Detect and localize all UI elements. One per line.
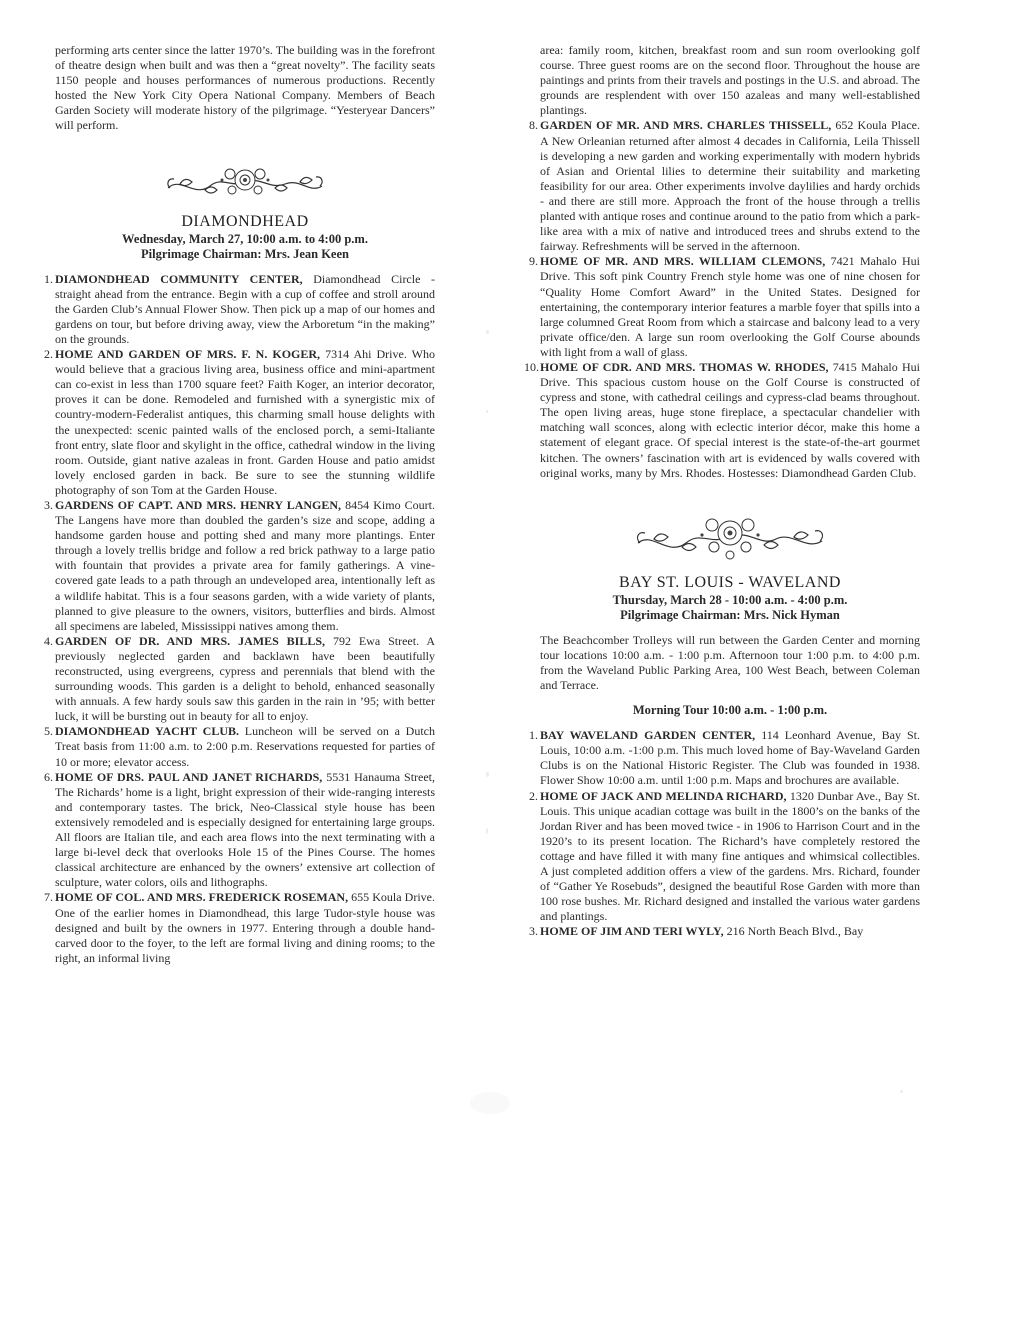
entry-description: 655 Koula Drive. One of the earlier homes in Diamondhead, this large Tudor-style house was designed and built by the owners in 1977. Entering through a double hand-carved door to the foyer, to the left are formal living and dining rooms; to the right, an informal living (55, 890, 435, 965)
morning-tour-list (529, 728, 921, 939)
trolley-paragraph: The Beachcomber Trolleys will run between the Garden Center and morning tour locations 10:00 a.m. - 1:00 p.m. Afternoon tour 1:00 p.m. to 4:00 p.m. from the Waveland Public Parking Area, 100 West Beach, between Coleman and Terrace. (540, 632, 920, 692)
list-item (524, 359, 920, 481)
entry-description: 652 Koula Place. A New Orleanian returned after almost 4 decades in California, Leila Thissell is developing a new garden and working experimentally with modern hybrids of Asian and Oriental lilies to determine their suitability and marketing feasibility for our area. Other experiments involve daylilies and hardy orchids - and there are still more. Approach the front of the house through a trellis planted with antique roses and continue around to the patio from which a park-like area with a mix of native and introduced trees and shrubs extend to the fairway. Refreshments will be served in the afternoon. (540, 118, 920, 254)
section-chairman: Pilgrimage Chairman: Mrs. Nick Hyman (620, 607, 840, 622)
left-column (44, 43, 436, 966)
entry-description: 114 Leonhard Avenue, Bay St. Louis, 10:00 a.m. -1:00 p.m. This much loved home of Bay-Waveland Garden Clubs is on the National Historic Register. The Club was founded in 1938. Flower Show 10:00 a.m. until 1:00 p.m. Maps and brochures are available. (540, 728, 921, 788)
diamondhead-entry-list (44, 271, 436, 966)
entry-name: HOME OF MR. AND MRS. WILLIAM CLEMONS, (540, 254, 826, 269)
intro-paragraph: performing arts center since the latter 1970’s. The building was in the forefront of theatre design when built and was then a “great novelty”. The facility seats 1150 people and houses performances of numerous productions. Recently hosted the New York City Opera National Company. Members of Beach Garden Society will moderate history of the pilgrimage. “Yesteryear Dancers” will perform. (55, 43, 435, 133)
entry-name: BAY WAVELAND GARDEN CENTER, (540, 728, 756, 743)
scan-speck (486, 330, 489, 334)
entry-name: GARDENS OF CAPT. AND MRS. HENRY LANGEN, (55, 497, 342, 512)
list-item (529, 728, 921, 788)
entry-number: 7. (44, 890, 53, 905)
entry-description: 7415 Mahalo Hui Drive. This spacious custom house on the Golf Course is constructed of cypress and stone, with cathedral ceilings and cypress-clad beams throughout. The open living areas, huge stone fireplace, a spectacular chandelier with matching wall sconces, along with eclectic interior décor, make this home a statement of elegant grace. Of special interest is the state-of-the-art gourmet kitchen. The owners’ fascination with art is evidenced by walls covered with original works, many by Mrs. Rhodes. Hostesses: Diamondhead Garden Club. (540, 359, 920, 480)
entry-name: HOME AND GARDEN OF MRS. F. N. KOGER, (55, 347, 321, 362)
entry-name: GARDEN OF DR. AND MRS. JAMES BILLS, (55, 633, 326, 648)
list-item (44, 633, 435, 725)
entry-number: 5. (44, 724, 53, 739)
entry-description: 216 North Beach Blvd., Bay (723, 924, 864, 939)
entry-name: HOME OF DRS. PAUL AND JANET RICHARDS, (55, 769, 323, 784)
entry-number: 1. (44, 271, 53, 286)
entry-name: HOME OF JACK AND MELINDA RICHARD, (540, 788, 787, 803)
entry-number: 2. (44, 347, 53, 362)
entry-description: 7421 Mahalo Hui Drive. This soft pink Country French style home was one of nine chosen for “Quality Home Comfort Award” in the United States. Designed for entertaining, the contemporary interior features a marble foyer that spills into a large columned Great Room from which a staircase and balcony lead to a very private office/den. A large sun room overlooking the Golf Course abounds with light from a wall of glass. (540, 254, 921, 359)
floral-vine-ornament (160, 158, 330, 208)
list-item (529, 788, 920, 925)
scan-speck (486, 828, 488, 834)
entry-description: Diamondhead Circle - straight ahead from the entrance. Begin with a cup of coffee and stroll around the Garden Club’s Annual Flower Show. Then pick up a map of our homes and gardens on tour, but before driving away, view the Arboretum “in the making” on the grounds. (55, 271, 435, 346)
section-chairman: Pilgrimage Chairman: Mrs. Jean Keen (141, 246, 349, 261)
diamondhead-entry-list-continued (524, 118, 921, 480)
entry-description: 8454 Kimo Court. The Langens have more than doubled the garden’s size and scope, adding a handsome garden house and potting shed and many more plantings. Enter through a lovely trellis bridge and follow a red brick pathway to a large patio with fountain that provides a private area for family gatherings. A vine-covered gate leads to a path through an undeveloped area, intentionally left as a wildlife habitat. This is a four seasons garden, with a wide variety of plants, planned to give pleasure to the owners, visitors, butterflies and birds. Almost all specimens are labeled, Mississippi natives among them. (55, 497, 435, 633)
entry-number: 9. (529, 254, 538, 269)
list-item (529, 254, 921, 360)
scan-speck (486, 410, 488, 413)
entry-name: HOME OF JIM AND TERI WYLY, (540, 924, 724, 939)
list-item (44, 724, 435, 769)
morning-tour-heading: Morning Tour 10:00 a.m. - 1:00 p.m. (632, 703, 828, 718)
section-date: Wednesday, March 27, 10:00 a.m. to 4:00 p.m. (122, 231, 368, 246)
section-date: Thursday, March 28 - 10:00 a.m. - 4:00 p.m. (612, 592, 848, 607)
list-item (529, 118, 920, 254)
list-item (44, 271, 435, 347)
right-column (524, 43, 921, 940)
section-title: DIAMONDHEAD (181, 212, 309, 230)
scan-speck (486, 772, 489, 777)
entry-name: DIAMONDHEAD COMMUNITY CENTER, (55, 271, 303, 286)
list-item (44, 769, 436, 891)
list-item (44, 497, 435, 634)
section-title: BAY ST. LOUIS - WAVELAND (619, 573, 841, 591)
list-item (44, 347, 435, 498)
entry-number: 3. (529, 924, 538, 939)
entry-number: 3. (44, 497, 53, 512)
floral-vine-ornament (630, 509, 830, 569)
list-item (44, 890, 435, 965)
continued-paragraph: area: family room, kitchen, breakfast room and sun room overlooking golf course. Three guest rooms are on the second floor. Throughout the house are paintings and prints from their travels and postings in the U.S. and abroad. The grounds are resplendent with over 150 azaleas and many well-established plantings. (540, 43, 920, 118)
entry-number: 2. (529, 788, 538, 803)
entry-description: 5531 Hanauma Street, The Richards’ home is a light, bright expression of their wide-ranging interests and contemporary tastes. The brick, Neo-Classical style house has been extensively remodeled and is especially designed for entertaining large groups. All floors are Italian tile, and each area flows into the next terminating with a large bi-level deck that overlooks Hole 15 of the Pines Course. The homes classical architecture are enhanced by the owners’ extensive art collection of sculpture, water colors, oils and lithographs. (55, 769, 436, 890)
diamondhead-section-header (55, 212, 435, 262)
list-item (529, 924, 920, 939)
entry-number: 1. (529, 728, 538, 743)
entry-description: 7314 Ahi Drive. Who would believe that a gracious living area, business office and mini-apartment can co-exist in less than 1700 square feet? Faith Koger, an interior decorator, proves it can be done. Remodeled and furnished with a synergistic mix of country-modern-Federalist antiques, this charming small house delights with the unexpected: scenic painted walls of the enclosed porch, a semi-Italiante front entry, slate floor and skylight in the office, cathedral window in the living room. Outside, giant native azaleas in front. Garden House and patio amidst lovely enclosed garden in back. Be sure to see the stunning wildlife photography of son Tom at the Garden House. (55, 347, 435, 497)
entry-name: GARDEN OF MR. AND MRS. CHARLES THISSELL, (540, 118, 832, 133)
entry-number: 8. (529, 118, 538, 133)
entry-number: 10. (524, 359, 539, 374)
scan-smudge (470, 1092, 510, 1114)
entry-description: Luncheon will be served on a Dutch Treat basis from 11:00 a.m. to 2:00 p.m. Reservations requested for parties of 10 or more; elevator access. (55, 724, 435, 769)
entry-name: HOME OF CDR. AND MRS. THOMAS W. RHODES, (540, 359, 829, 374)
entry-name: HOME OF COL. AND MRS. FREDERICK ROSEMAN, (55, 890, 349, 905)
scan-speck (900, 1090, 903, 1093)
bay-st-louis-section-header (540, 573, 920, 623)
entry-description: 1320 Dunbar Ave., Bay St. Louis. This unique acadian cottage was built in the 1800’s on the banks of the Jordan River and has been moved twice - in 1906 to Harrison Court and in the 1920’s to its present location. The Richard’s have completely restored the cottage and have filled it with many fine antiques and whimsical collectibles. A just completed addition offers a view of the gardens. Mrs. Richard, founder of “Gather Ye Rosebuds”, designed the beautiful Rose Garden with more than 100 rose bushes. Mr. Richard designed and installed the various water gardens and plantings. (540, 788, 920, 924)
entry-number: 4. (44, 633, 53, 648)
entry-name: DIAMONDHEAD YACHT CLUB. (55, 724, 240, 739)
entry-description: 792 Ewa Street. A previously neglected garden and backlawn have been beautifully reconstructed, using evergreens, cypress and perennials that blend with the surrounding woods. This garden is a delight to behold, enhanced seasonally with annuals. A few hardy souls saw this garden in the rain in ’95; with better luck, it will be bursting out in beauty for all to enjoy. (55, 633, 435, 724)
entry-number: 6. (44, 769, 53, 784)
